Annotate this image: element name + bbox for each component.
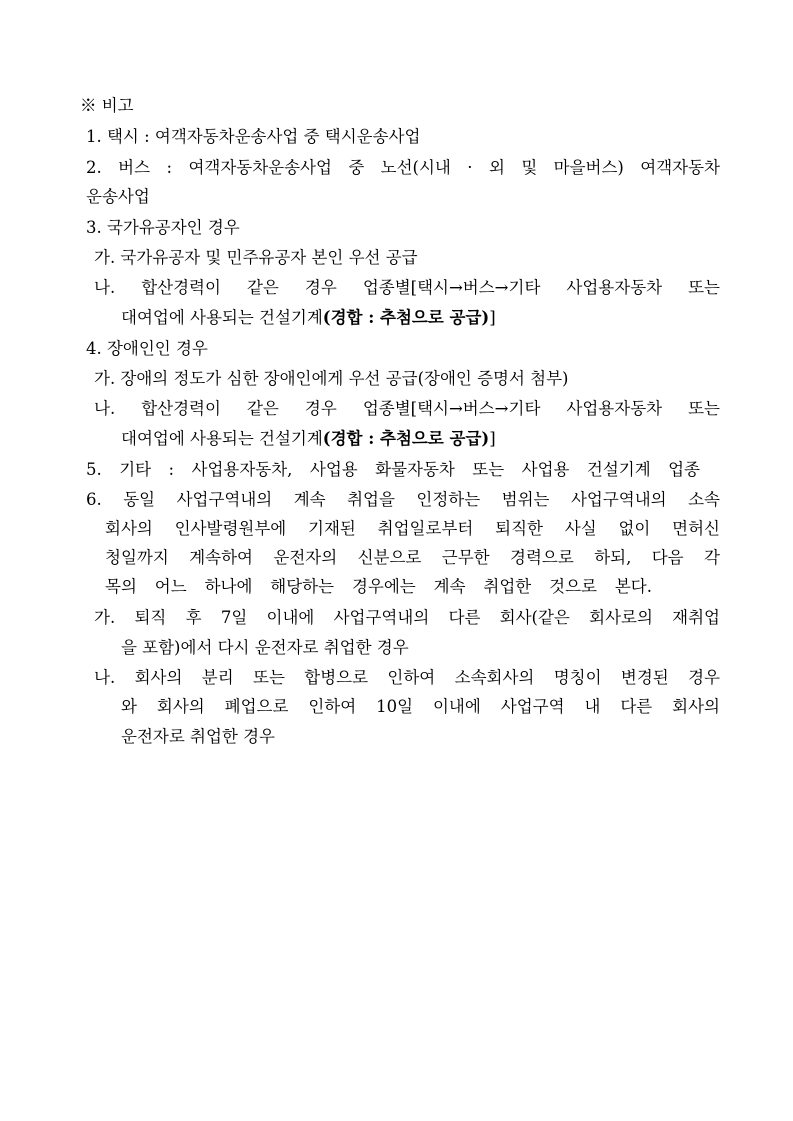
- remark-item-4-ga: 가. 장애의 정도가 심한 장애인에게 우선 공급(장애인 증명서 첨부): [94, 369, 569, 388]
- remark-item-6-line-2: 회사의 인사발령원부에 기재된 취업일로부터 퇴직한 사실 없이 면허신: [105, 519, 720, 538]
- remark-item-2-line-2: 운송사업: [86, 187, 150, 206]
- remark-item-1: 1. 택시 : 여객자동차운송사업 중 택시운송사업: [86, 127, 421, 146]
- remarks-heading: ※ 비고: [80, 96, 134, 115]
- remark-item-6-na-line-2: 와 회사의 폐업으로 인하여 10일 이내에 사업구역 내 다른 회사의: [121, 697, 720, 716]
- remark-item-4-na-line-2: [121, 427, 496, 451]
- remark-item-6-line-1: 6. 동일 사업구역내의 계속 취업을 인정하는 범위는 사업구역내의 소속: [86, 490, 720, 509]
- construction-machinery-text: 대여업에 사용되는 건설기계: [121, 429, 323, 448]
- remark-item-3: 3. 국가유공자인 경우: [86, 218, 240, 237]
- remark-item-4-na-line-1: 나. 합산경력이 같은 경우 업종별[택시→버스→기타 사업용자동차 또는: [94, 399, 720, 418]
- remark-item-6-ga-line-2: 을 포함)에서 다시 운전자로 취업한 경우: [121, 638, 409, 657]
- construction-machinery-text: 대여업에 사용되는 건설기계: [121, 308, 323, 327]
- remark-item-3-na-line-1: 나. 합산경력이 같은 경우 업종별[택시→버스→기타 사업용자동차 또는: [94, 278, 720, 297]
- lottery-note: (경합 : 추첨으로 공급): [322, 429, 490, 448]
- lottery-note: (경합 : 추첨으로 공급): [322, 308, 490, 327]
- remark-item-6-line-4: 목의 어느 하나에 해당하는 경우에는 계속 취업한 것으로 본다.: [105, 577, 652, 596]
- remark-item-4: 4. 장애인인 경우: [86, 339, 208, 358]
- remark-item-2-line-1: 2. 버스 : 여객자동차운송사업 중 노선(시내 · 외 및 마을버스) 여객자동차: [86, 158, 720, 177]
- remark-item-3-na-line-2: [121, 306, 496, 330]
- remark-item-5: 5. 기타 : 사업용자동차, 사업용 화물자동차 또는 사업용 건설기계 업종: [86, 460, 700, 479]
- closing-bracket: ]: [489, 429, 496, 448]
- remark-item-6-na-line-1: 나. 회사의 분리 또는 합병으로 인하여 소속회사의 명칭이 변경된 경우: [94, 668, 720, 687]
- remark-item-3-ga: 가. 국가유공자 및 민주유공자 본인 우선 공급: [94, 248, 418, 267]
- remark-item-6-line-3: 청일까지 계속하여 운전자의 신분으로 근무한 경력으로 하되, 다음 각: [105, 548, 720, 567]
- remark-item-6-ga-line-1: 가. 퇴직 후 7일 이내에 사업구역내의 다른 회사(같은 회사로의 재취업: [94, 608, 720, 627]
- closing-bracket: ]: [489, 308, 496, 327]
- remark-item-6-na-line-3: 운전자로 취업한 경우: [121, 727, 275, 746]
